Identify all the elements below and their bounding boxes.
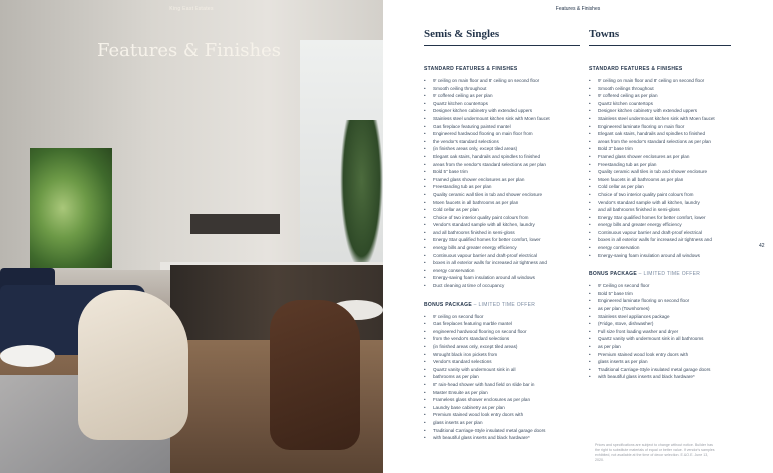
semis-column xyxy=(424,28,580,442)
plant xyxy=(340,120,383,270)
semis-title: Semis & Singles xyxy=(424,28,580,46)
disclaimer: Prices and specifications are subject to change without notice. Builder has the right to substitute materials of equal or better value. If vendor's samples exhibited, not available at the time of decor selection. E.&O.E. June 13, 2020. xyxy=(595,443,715,462)
feature-item: • areas from the vendor's standard selections as per plan xyxy=(589,138,731,146)
feature-item: • bathrooms as per plan xyxy=(424,373,580,381)
feature-item: • Designer kitchen cabinetry with extended uppers xyxy=(589,107,731,115)
feature-item: • Cold cellar as per plan xyxy=(424,206,580,214)
feature-item: • 9' coffered ceiling as per plan xyxy=(589,92,731,100)
feature-item: • Quartz vanity with undermount sink in all bathrooms xyxy=(589,335,731,343)
feature-item: • glass inserts as per plan xyxy=(589,358,731,366)
lounge-chair xyxy=(78,290,188,440)
feature-item: • Engineered hardwood flooring on main floor from xyxy=(424,130,580,138)
feature-item: • glass inserts as per plan xyxy=(424,419,580,427)
feature-item: • (Fridge, stove, dishwasher) xyxy=(589,320,731,328)
feature-item: • Premium stained wood look entry doors with xyxy=(424,411,580,419)
feature-item: • Master Ensuite as per plan xyxy=(424,389,580,397)
feature-item: • Elegant oak stairs, handrails and spindles to finished xyxy=(424,153,580,161)
feature-item: • engineered hardwood flooring on second floor xyxy=(424,328,580,336)
towns-title: Towns xyxy=(589,28,731,46)
towns-standard-list xyxy=(589,77,731,259)
left-page-photo xyxy=(0,0,383,473)
feature-item: • Frameless glass shower enclosures as per plan xyxy=(424,396,580,404)
feature-item: • Energy-saving foam insulation around all windows xyxy=(424,274,580,282)
feature-item: • Stainless steel undermount kitchen sink with Moen faucet xyxy=(424,115,580,123)
towns-bonus-list xyxy=(589,282,731,381)
dining-chair xyxy=(270,300,360,450)
semis-standard-heading: STANDARD FEATURES & FINISHES xyxy=(424,66,518,72)
feature-item: • Choice of two interior quality paint colours from xyxy=(589,191,731,199)
feature-item: • Vendor's standard selections xyxy=(424,358,580,366)
feature-item: • and all bathrooms finished in semi-gloss xyxy=(424,229,580,237)
feature-item: • Moen faucets in all bathrooms as per plan xyxy=(589,176,731,184)
feature-item: • 9' ceiling on second floor xyxy=(424,313,580,321)
feature-item: • Full size front loading washer and dryer xyxy=(589,328,731,336)
feature-item: • Stainless steel appliances package xyxy=(589,313,731,321)
feature-item: • Vendor's standard sample with all kitchen, laundry xyxy=(424,221,580,229)
side-table xyxy=(0,345,55,367)
feature-item: • 9' ceiling on main floor and 8' ceiling on second floor xyxy=(589,77,731,85)
towns-bonus-heading xyxy=(589,271,731,277)
feature-item: • Smooth ceilings throughout xyxy=(589,85,731,93)
wall-painting xyxy=(30,148,112,268)
feature-item: • Engineered laminate flooring on second floor xyxy=(589,297,731,305)
feature-item: • energy conservation xyxy=(589,244,731,252)
feature-item: • 9' ceiling on main floor and 8' ceiling on second floor xyxy=(424,77,580,85)
feature-item: • Quartz kitchen countertops xyxy=(424,100,580,108)
feature-item: • Stainless steel undermount kitchen sink with Moen faucet xyxy=(589,115,731,123)
feature-item: • Bold 5" base trim xyxy=(589,290,731,298)
feature-item: • Energy-saving foam insulation around all windows xyxy=(589,252,731,260)
feature-item: • Framed glass shower enclosures as per plan xyxy=(589,153,731,161)
feature-item: • Bold 3" base trim xyxy=(589,145,731,153)
semis-bonus-heading xyxy=(424,302,580,308)
towns-bonus-subtitle: – LIMITED TIME OFFER xyxy=(636,271,701,278)
feature-item: • Traditional Carriage-Style insulated metal garage doors xyxy=(589,366,731,374)
feature-item: • Laundry base cabinetry as per plan xyxy=(424,404,580,412)
feature-item: • Cold cellar as per plan xyxy=(589,183,731,191)
semis-bonus-subtitle: – LIMITED TIME OFFER xyxy=(471,301,536,308)
feature-item: • Moen faucets in all bathrooms as per plan xyxy=(424,199,580,207)
feature-item: • boxes in all exterior walls for increased air tightness and xyxy=(424,259,580,267)
feature-item: • Quality ceramic wall tiles in tub and shower enclosure xyxy=(589,168,731,176)
towns-bonus-title: BONUS PACKAGE xyxy=(589,271,637,278)
feature-item: • Designer kitchen cabinetry with extended uppers xyxy=(424,107,580,115)
feature-item: • 9' coffered ceiling as per plan xyxy=(424,92,580,100)
feature-item: • Quartz vanity with undermount sink in all xyxy=(424,366,580,374)
feature-item: • boxes in all exterior walls for increased air tightness and xyxy=(589,236,731,244)
feature-item: • and all bathrooms finished in semi-gloss xyxy=(589,206,731,214)
feature-item: • areas from the vendor's standard selections as per plan xyxy=(424,161,580,169)
feature-item: • Freestanding tub as per plan xyxy=(424,183,580,191)
feature-item: • energy conservation xyxy=(424,267,580,275)
feature-item: • Continuous vapour barrier and draft-proof electrical xyxy=(589,229,731,237)
semis-bonus-title: BONUS PACKAGE xyxy=(424,301,472,308)
semis-bonus-list xyxy=(424,313,580,442)
feature-item: • Gas fireplace featuring painted mantel xyxy=(424,123,580,131)
feature-item: • Wrought black iron pickets from xyxy=(424,351,580,359)
semis-standard-list xyxy=(424,77,580,290)
feature-item: • (in finishes areas only, except tiled areas) xyxy=(424,145,580,153)
feature-item: • 8" rain-head shower with hand field on slide bar in xyxy=(424,381,580,389)
feature-item: • Framed glass shower enclosures as per plan xyxy=(424,176,580,184)
right-page xyxy=(383,0,773,473)
feature-item: • Choice of two interior quality paint colours from xyxy=(424,214,580,222)
feature-item: • with beautiful glass inserts and black hardware* xyxy=(589,373,731,381)
feature-item: • Vendor's standard sample with all kitchen, laundry xyxy=(589,199,731,207)
feature-item: • with beautiful glass inserts and black hardware* xyxy=(424,434,580,442)
feature-item: • Elegant oak stairs, handrails and spindles to finished xyxy=(589,130,731,138)
wall-shelf xyxy=(190,214,280,234)
running-header: Features & Finishes xyxy=(555,6,601,12)
page-number: 42 xyxy=(759,243,765,249)
feature-item: • Continuous vapour barrier and draft-proof electrical xyxy=(424,252,580,260)
feature-item: • from the vendor's standard selections xyxy=(424,335,580,343)
feature-item: • as per plan xyxy=(589,343,731,351)
feature-item: • Duct cleaning at time of occupancy xyxy=(424,282,580,290)
page-title: Features & Finishes xyxy=(97,40,281,62)
feature-item: • energy bills and greater energy efficiency xyxy=(589,221,731,229)
feature-item: • Quartz kitchen countertops xyxy=(589,100,731,108)
feature-item: • Bold 5" base trim xyxy=(424,168,580,176)
brand-name: King East Estates xyxy=(169,6,214,12)
towns-standard-heading: STANDARD FEATURES & FINISHES xyxy=(589,66,683,72)
towns-column xyxy=(589,28,731,381)
feature-item: • 9' Ceiling on second floor xyxy=(589,282,731,290)
feature-item: • the vendor's standard selections xyxy=(424,138,580,146)
feature-item: • Smooth ceiling throughout xyxy=(424,85,580,93)
feature-item: • Gas fireplaces featuring marble mantel xyxy=(424,320,580,328)
feature-item: • (in finished areas only, except tiled areas) xyxy=(424,343,580,351)
feature-item: • Energy Star qualified homes for better comfort, lower xyxy=(589,214,731,222)
feature-item: • energy bills and greater energy efficiency xyxy=(424,244,580,252)
feature-item: • as per plan (Townhomes) xyxy=(589,305,731,313)
feature-item: • Traditional Carriage-Style insulated metal garage doors xyxy=(424,427,580,435)
feature-item: • Engineered laminate flooring on main floor xyxy=(589,123,731,131)
feature-item: • Quality ceramic wall tiles in tub and shower enclosure xyxy=(424,191,580,199)
feature-item: • Premium stained wood look entry doors with xyxy=(589,351,731,359)
feature-item: • Energy Star qualified homes for better comfort, lower xyxy=(424,236,580,244)
feature-item: • Freestanding tub as per plan xyxy=(589,161,731,169)
